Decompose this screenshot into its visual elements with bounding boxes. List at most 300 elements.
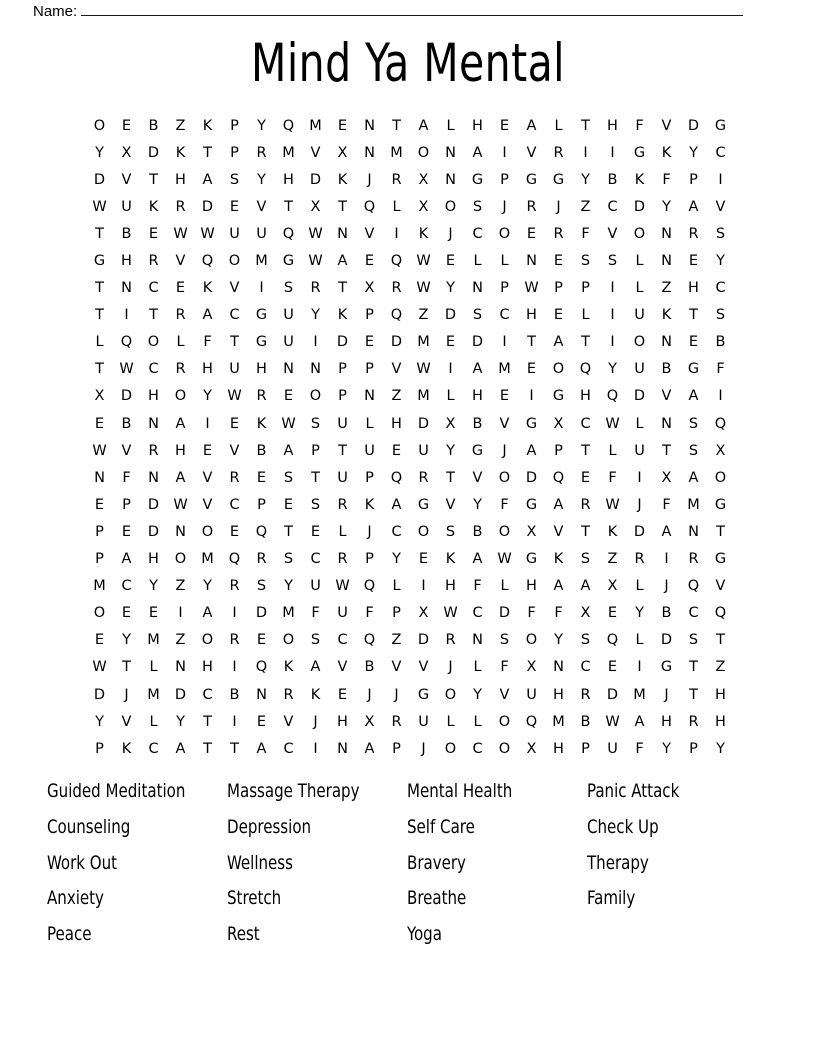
- grid-letter[interactable]: F: [608, 469, 617, 486]
- grid-letter[interactable]: L: [581, 307, 590, 324]
- grid-letter[interactable]: X: [661, 469, 672, 486]
- grid-letter[interactable]: D: [174, 686, 187, 703]
- grid-letter[interactable]: C: [580, 659, 591, 676]
- grid-letter[interactable]: K: [445, 551, 456, 568]
- word-list-item[interactable]: Peace: [47, 923, 92, 946]
- grid-letter[interactable]: D: [93, 171, 106, 188]
- grid-letter[interactable]: V: [445, 496, 456, 513]
- grid-letter[interactable]: B: [607, 171, 618, 188]
- grid-letter[interactable]: G: [714, 117, 727, 134]
- grid-letter[interactable]: O: [228, 253, 241, 270]
- grid-letter[interactable]: E: [94, 415, 105, 432]
- grid-letter[interactable]: K: [202, 280, 213, 297]
- grid-letter[interactable]: U: [310, 578, 321, 595]
- grid-letter[interactable]: K: [310, 686, 321, 703]
- grid-letter[interactable]: U: [418, 713, 429, 730]
- grid-letter[interactable]: N: [310, 361, 321, 378]
- grid-letter[interactable]: F: [581, 225, 590, 242]
- grid-letter[interactable]: P: [500, 280, 509, 297]
- grid-letter[interactable]: U: [229, 361, 240, 378]
- grid-letter[interactable]: M: [687, 496, 700, 513]
- grid-letter[interactable]: I: [610, 144, 615, 161]
- grid-letter[interactable]: I: [610, 334, 615, 351]
- grid-letter[interactable]: G: [255, 334, 268, 351]
- grid-letter[interactable]: Z: [391, 388, 402, 405]
- grid-letter[interactable]: B: [661, 605, 672, 622]
- grid-letter[interactable]: O: [282, 632, 295, 649]
- grid-letter[interactable]: J: [664, 686, 669, 703]
- grid-letter[interactable]: X: [526, 659, 537, 676]
- grid-letter[interactable]: D: [498, 605, 511, 622]
- grid-letter[interactable]: X: [445, 415, 456, 432]
- grid-letter[interactable]: W: [605, 496, 620, 513]
- grid-letter[interactable]: H: [445, 578, 456, 595]
- grid-letter[interactable]: H: [202, 361, 213, 378]
- grid-letter[interactable]: G: [687, 361, 700, 378]
- grid-letter[interactable]: Y: [635, 605, 644, 622]
- grid-letter[interactable]: S: [580, 551, 591, 568]
- word-list-item[interactable]: Guided Meditation: [47, 780, 186, 802]
- grid-letter[interactable]: I: [313, 334, 318, 351]
- grid-letter[interactable]: A: [688, 469, 699, 486]
- grid-letter[interactable]: H: [148, 551, 159, 568]
- grid-letter[interactable]: V: [256, 198, 267, 215]
- grid-letter[interactable]: N: [364, 117, 375, 134]
- grid-letter[interactable]: R: [256, 388, 267, 405]
- grid-letter[interactable]: M: [633, 686, 646, 703]
- grid-letter[interactable]: N: [283, 361, 294, 378]
- grid-letter[interactable]: H: [715, 713, 726, 730]
- grid-letter[interactable]: S: [580, 253, 591, 270]
- grid-letter[interactable]: N: [175, 523, 186, 540]
- grid-letter[interactable]: A: [310, 659, 321, 676]
- grid-letter[interactable]: B: [121, 415, 132, 432]
- grid-letter[interactable]: S: [283, 280, 294, 297]
- grid-letter[interactable]: L: [149, 713, 158, 730]
- grid-letter[interactable]: V: [337, 659, 348, 676]
- grid-letter[interactable]: E: [337, 686, 348, 703]
- grid-letter[interactable]: O: [174, 551, 187, 568]
- grid-letter[interactable]: F: [635, 740, 644, 757]
- grid-letter[interactable]: I: [529, 388, 534, 405]
- grid-letter[interactable]: D: [147, 523, 160, 540]
- grid-letter[interactable]: E: [445, 253, 456, 270]
- grid-letter[interactable]: D: [525, 469, 538, 486]
- grid-letter[interactable]: X: [121, 144, 132, 161]
- grid-letter[interactable]: X: [553, 415, 564, 432]
- grid-letter[interactable]: D: [633, 198, 646, 215]
- grid-letter[interactable]: Z: [715, 659, 726, 676]
- grid-letter[interactable]: P: [338, 388, 347, 405]
- grid-letter[interactable]: O: [444, 198, 457, 215]
- grid-letter[interactable]: O: [498, 740, 511, 757]
- grid-letter[interactable]: I: [718, 388, 723, 405]
- grid-letter[interactable]: W: [308, 253, 323, 270]
- grid-letter[interactable]: I: [718, 171, 723, 188]
- grid-letter[interactable]: H: [526, 307, 537, 324]
- grid-letter[interactable]: T: [689, 307, 698, 324]
- grid-letter[interactable]: N: [661, 334, 672, 351]
- word-list-item[interactable]: Wellness: [227, 851, 293, 874]
- grid-letter[interactable]: E: [526, 225, 537, 242]
- grid-letter[interactable]: D: [147, 144, 160, 161]
- grid-letter[interactable]: B: [148, 117, 159, 134]
- grid-letter[interactable]: N: [256, 686, 267, 703]
- grid-letter[interactable]: W: [443, 605, 458, 622]
- grid-letter[interactable]: R: [256, 551, 267, 568]
- grid-letter[interactable]: O: [444, 686, 457, 703]
- grid-letter[interactable]: D: [309, 171, 322, 188]
- grid-letter[interactable]: D: [390, 334, 403, 351]
- grid-letter[interactable]: L: [95, 334, 104, 351]
- grid-letter[interactable]: O: [147, 334, 160, 351]
- grid-letter[interactable]: I: [637, 469, 642, 486]
- grid-letter[interactable]: G: [93, 253, 106, 270]
- grid-letter[interactable]: S: [580, 632, 591, 649]
- grid-letter[interactable]: M: [417, 388, 430, 405]
- grid-letter[interactable]: Z: [175, 632, 186, 649]
- grid-letter[interactable]: A: [202, 307, 213, 324]
- grid-letter[interactable]: A: [553, 334, 564, 351]
- grid-letter[interactable]: P: [689, 740, 698, 757]
- grid-letter[interactable]: Z: [580, 198, 591, 215]
- grid-letter[interactable]: B: [121, 225, 132, 242]
- grid-letter[interactable]: E: [364, 334, 375, 351]
- grid-letter[interactable]: R: [175, 198, 186, 215]
- grid-letter[interactable]: K: [337, 171, 348, 188]
- grid-letter[interactable]: M: [417, 334, 430, 351]
- grid-letter[interactable]: Y: [203, 578, 212, 595]
- grid-letter[interactable]: S: [310, 496, 321, 513]
- grid-letter[interactable]: U: [634, 307, 645, 324]
- grid-letter[interactable]: H: [580, 388, 591, 405]
- grid-letter[interactable]: K: [175, 144, 186, 161]
- grid-letter[interactable]: O: [174, 388, 187, 405]
- grid-letter[interactable]: V: [553, 523, 564, 540]
- grid-letter[interactable]: W: [200, 225, 215, 242]
- grid-letter[interactable]: T: [203, 144, 212, 161]
- grid-letter[interactable]: O: [201, 523, 214, 540]
- grid-letter[interactable]: N: [472, 280, 483, 297]
- grid-letter[interactable]: M: [552, 713, 565, 730]
- grid-letter[interactable]: P: [311, 442, 320, 459]
- grid-letter[interactable]: R: [256, 144, 267, 161]
- grid-letter[interactable]: L: [635, 578, 644, 595]
- grid-letter[interactable]: J: [502, 442, 507, 459]
- grid-letter[interactable]: N: [445, 171, 456, 188]
- grid-letter[interactable]: T: [716, 632, 725, 649]
- grid-letter[interactable]: A: [553, 496, 564, 513]
- grid-letter[interactable]: T: [689, 659, 698, 676]
- grid-letter[interactable]: A: [175, 469, 186, 486]
- grid-letter[interactable]: O: [309, 388, 322, 405]
- grid-letter[interactable]: I: [502, 334, 507, 351]
- grid-letter[interactable]: P: [365, 469, 374, 486]
- grid-letter[interactable]: T: [230, 740, 239, 757]
- grid-letter[interactable]: F: [473, 578, 482, 595]
- grid-letter[interactable]: L: [446, 713, 455, 730]
- grid-letter[interactable]: P: [581, 280, 590, 297]
- grid-letter[interactable]: C: [580, 415, 591, 432]
- word-list-item[interactable]: Mental Health: [407, 780, 513, 802]
- grid-letter[interactable]: I: [232, 713, 237, 730]
- grid-letter[interactable]: V: [499, 415, 510, 432]
- grid-letter[interactable]: U: [121, 198, 132, 215]
- grid-letter[interactable]: Z: [175, 117, 186, 134]
- grid-letter[interactable]: G: [471, 442, 484, 459]
- grid-letter[interactable]: H: [607, 117, 618, 134]
- grid-letter[interactable]: I: [232, 659, 237, 676]
- grid-letter[interactable]: R: [337, 496, 348, 513]
- grid-letter[interactable]: X: [418, 171, 429, 188]
- grid-letter[interactable]: I: [502, 144, 507, 161]
- grid-letter[interactable]: F: [311, 605, 320, 622]
- grid-letter[interactable]: Y: [581, 171, 590, 188]
- grid-letter[interactable]: C: [121, 578, 132, 595]
- grid-letter[interactable]: U: [283, 307, 294, 324]
- grid-letter[interactable]: I: [205, 415, 210, 432]
- grid-letter[interactable]: E: [688, 334, 699, 351]
- grid-letter[interactable]: J: [637, 496, 642, 513]
- grid-letter[interactable]: F: [122, 469, 131, 486]
- word-list-item[interactable]: Yoga: [407, 923, 442, 946]
- grid-letter[interactable]: W: [416, 253, 431, 270]
- word-list-item[interactable]: Rest: [227, 923, 260, 946]
- grid-letter[interactable]: L: [365, 415, 374, 432]
- grid-letter[interactable]: B: [472, 523, 483, 540]
- grid-letter[interactable]: R: [175, 307, 186, 324]
- grid-letter[interactable]: Q: [606, 388, 619, 405]
- grid-letter[interactable]: J: [448, 225, 453, 242]
- grid-letter[interactable]: V: [472, 469, 483, 486]
- grid-letter[interactable]: V: [202, 469, 213, 486]
- grid-letter[interactable]: A: [661, 523, 672, 540]
- grid-letter[interactable]: E: [148, 605, 159, 622]
- grid-letter[interactable]: M: [282, 144, 295, 161]
- grid-letter[interactable]: F: [635, 117, 644, 134]
- grid-letter[interactable]: T: [689, 686, 698, 703]
- grid-letter[interactable]: P: [554, 280, 563, 297]
- grid-letter[interactable]: E: [418, 551, 429, 568]
- grid-letter[interactable]: Q: [228, 551, 241, 568]
- grid-letter[interactable]: Z: [175, 578, 186, 595]
- grid-letter[interactable]: E: [256, 632, 267, 649]
- grid-letter[interactable]: T: [95, 361, 104, 378]
- grid-letter[interactable]: Q: [255, 659, 268, 676]
- grid-letter[interactable]: P: [365, 361, 374, 378]
- word-search-grid[interactable]: [86, 112, 734, 762]
- grid-letter[interactable]: C: [472, 740, 483, 757]
- grid-letter[interactable]: K: [364, 496, 375, 513]
- grid-letter[interactable]: T: [95, 280, 104, 297]
- grid-letter[interactable]: P: [95, 551, 104, 568]
- grid-letter[interactable]: D: [120, 388, 133, 405]
- word-list-item[interactable]: Anxiety: [47, 887, 104, 910]
- grid-letter[interactable]: E: [256, 713, 267, 730]
- grid-letter[interactable]: I: [448, 361, 453, 378]
- grid-letter[interactable]: D: [471, 334, 484, 351]
- grid-letter[interactable]: H: [175, 171, 186, 188]
- grid-letter[interactable]: T: [284, 198, 293, 215]
- grid-letter[interactable]: E: [202, 442, 213, 459]
- grid-letter[interactable]: Y: [689, 144, 698, 161]
- grid-letter[interactable]: W: [524, 280, 539, 297]
- grid-letter[interactable]: Y: [473, 686, 482, 703]
- grid-letter[interactable]: T: [95, 225, 104, 242]
- grid-letter[interactable]: M: [255, 253, 268, 270]
- grid-letter[interactable]: A: [580, 578, 591, 595]
- grid-letter[interactable]: A: [526, 117, 537, 134]
- grid-letter[interactable]: Y: [149, 578, 158, 595]
- grid-letter[interactable]: D: [336, 334, 349, 351]
- grid-letter[interactable]: H: [526, 578, 537, 595]
- grid-letter[interactable]: X: [364, 713, 375, 730]
- grid-letter[interactable]: R: [553, 144, 564, 161]
- grid-letter[interactable]: I: [583, 144, 588, 161]
- grid-letter[interactable]: N: [364, 388, 375, 405]
- grid-letter[interactable]: K: [661, 307, 672, 324]
- grid-letter[interactable]: N: [148, 415, 159, 432]
- grid-letter[interactable]: R: [310, 280, 321, 297]
- grid-letter[interactable]: X: [418, 198, 429, 215]
- grid-letter[interactable]: R: [580, 686, 591, 703]
- grid-letter[interactable]: R: [391, 171, 402, 188]
- grid-letter[interactable]: B: [364, 659, 375, 676]
- grid-letter[interactable]: C: [229, 496, 240, 513]
- grid-letter[interactable]: S: [310, 632, 321, 649]
- grid-letter[interactable]: X: [310, 198, 321, 215]
- grid-letter[interactable]: Z: [661, 280, 672, 297]
- grid-letter[interactable]: Q: [120, 334, 133, 351]
- word-list-item[interactable]: Check Up: [587, 815, 659, 838]
- grid-letter[interactable]: C: [148, 740, 159, 757]
- grid-letter[interactable]: D: [147, 496, 160, 513]
- grid-letter[interactable]: O: [444, 740, 457, 757]
- grid-letter[interactable]: B: [661, 361, 672, 378]
- grid-letter[interactable]: Q: [282, 117, 295, 134]
- grid-letter[interactable]: A: [418, 117, 429, 134]
- grid-letter[interactable]: D: [687, 117, 700, 134]
- grid-letter[interactable]: H: [553, 686, 564, 703]
- grid-letter[interactable]: F: [365, 605, 374, 622]
- grid-letter[interactable]: U: [337, 469, 348, 486]
- grid-letter[interactable]: V: [526, 144, 537, 161]
- grid-letter[interactable]: F: [662, 171, 671, 188]
- grid-letter[interactable]: A: [364, 740, 375, 757]
- grid-letter[interactable]: A: [202, 605, 213, 622]
- grid-letter[interactable]: I: [178, 605, 183, 622]
- grid-letter[interactable]: S: [472, 307, 483, 324]
- grid-letter[interactable]: T: [581, 334, 590, 351]
- grid-letter[interactable]: A: [526, 442, 537, 459]
- grid-letter[interactable]: J: [394, 686, 399, 703]
- grid-letter[interactable]: R: [148, 442, 159, 459]
- grid-letter[interactable]: Q: [363, 198, 376, 215]
- grid-letter[interactable]: G: [282, 253, 295, 270]
- grid-letter[interactable]: Y: [446, 442, 455, 459]
- grid-letter[interactable]: W: [335, 578, 350, 595]
- grid-letter[interactable]: S: [445, 523, 456, 540]
- grid-letter[interactable]: V: [175, 253, 186, 270]
- grid-letter[interactable]: R: [391, 280, 402, 297]
- grid-letter[interactable]: L: [635, 415, 644, 432]
- grid-letter[interactable]: T: [95, 307, 104, 324]
- grid-letter[interactable]: X: [337, 144, 348, 161]
- grid-letter[interactable]: G: [552, 388, 565, 405]
- grid-letter[interactable]: T: [338, 442, 347, 459]
- grid-letter[interactable]: W: [308, 225, 323, 242]
- grid-letter[interactable]: C: [715, 144, 726, 161]
- grid-letter[interactable]: H: [337, 713, 348, 730]
- grid-letter[interactable]: A: [472, 361, 483, 378]
- grid-letter[interactable]: C: [472, 605, 483, 622]
- grid-letter[interactable]: R: [445, 632, 456, 649]
- grid-letter[interactable]: S: [472, 198, 483, 215]
- grid-letter[interactable]: D: [201, 198, 214, 215]
- grid-letter[interactable]: N: [661, 225, 672, 242]
- grid-letter[interactable]: M: [498, 361, 511, 378]
- grid-letter[interactable]: O: [201, 632, 214, 649]
- word-list-item[interactable]: Panic Attack: [587, 780, 680, 802]
- grid-letter[interactable]: E: [553, 307, 564, 324]
- grid-letter[interactable]: M: [309, 117, 322, 134]
- word-list-item[interactable]: Family: [587, 887, 636, 910]
- grid-letter[interactable]: E: [121, 605, 132, 622]
- grid-letter[interactable]: S: [229, 171, 240, 188]
- grid-letter[interactable]: R: [229, 632, 240, 649]
- grid-letter[interactable]: A: [634, 713, 645, 730]
- grid-letter[interactable]: Y: [716, 740, 725, 757]
- grid-letter[interactable]: P: [392, 740, 401, 757]
- grid-letter[interactable]: I: [421, 578, 426, 595]
- grid-letter[interactable]: E: [229, 198, 240, 215]
- grid-letter[interactable]: I: [637, 659, 642, 676]
- grid-letter[interactable]: A: [391, 496, 402, 513]
- grid-letter[interactable]: S: [607, 253, 618, 270]
- grid-letter[interactable]: N: [337, 225, 348, 242]
- grid-letter[interactable]: W: [416, 280, 431, 297]
- grid-letter[interactable]: O: [93, 605, 106, 622]
- grid-letter[interactable]: P: [689, 171, 698, 188]
- grid-letter[interactable]: E: [256, 469, 267, 486]
- grid-letter[interactable]: H: [472, 388, 483, 405]
- grid-letter[interactable]: B: [715, 334, 726, 351]
- grid-letter[interactable]: M: [282, 605, 295, 622]
- grid-letter[interactable]: C: [688, 605, 699, 622]
- grid-letter[interactable]: W: [173, 496, 188, 513]
- grid-letter[interactable]: Y: [608, 361, 617, 378]
- grid-letter[interactable]: O: [498, 523, 511, 540]
- grid-letter[interactable]: U: [634, 442, 645, 459]
- grid-letter[interactable]: D: [417, 632, 430, 649]
- grid-letter[interactable]: B: [229, 686, 240, 703]
- grid-letter[interactable]: I: [313, 740, 318, 757]
- grid-letter[interactable]: Q: [552, 469, 565, 486]
- grid-letter[interactable]: L: [500, 253, 509, 270]
- grid-letter[interactable]: T: [581, 523, 590, 540]
- grid-letter[interactable]: T: [230, 334, 239, 351]
- word-list-item[interactable]: Bravery: [407, 851, 466, 874]
- grid-letter[interactable]: H: [472, 117, 483, 134]
- grid-letter[interactable]: A: [472, 551, 483, 568]
- grid-letter[interactable]: V: [391, 361, 402, 378]
- grid-letter[interactable]: E: [283, 496, 294, 513]
- grid-letter[interactable]: E: [499, 117, 510, 134]
- grid-letter[interactable]: Y: [473, 496, 482, 513]
- grid-letter[interactable]: W: [227, 388, 242, 405]
- word-list-item[interactable]: Counseling: [47, 815, 131, 838]
- grid-letter[interactable]: Y: [203, 388, 212, 405]
